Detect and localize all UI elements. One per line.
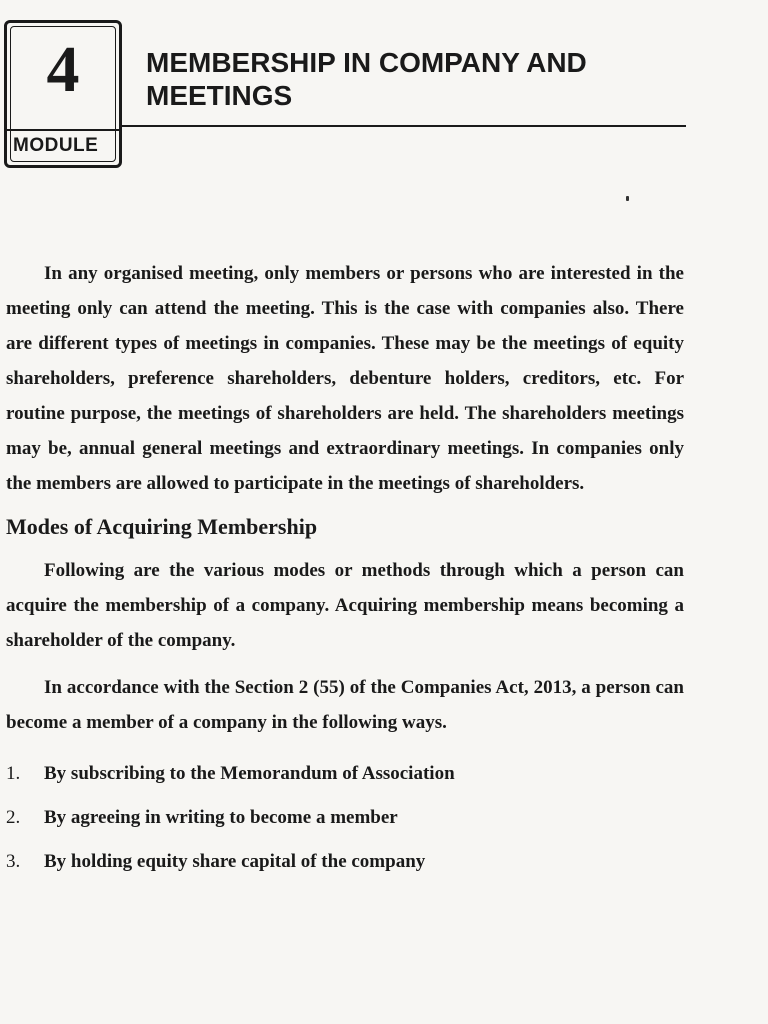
title-underline: [122, 125, 686, 127]
list-item-text: By holding equity share capital of the company: [44, 851, 426, 872]
list-item-text: By subscribing to the Memorandum of Association: [44, 763, 455, 784]
section-paragraph-1: Following are the various modes or methods through which a person can acquire the membership of a company. Acquiring membership means becoming a shareholder of the company.: [6, 560, 684, 651]
membership-modes-list: [6, 752, 684, 884]
module-label: MODULE: [13, 135, 99, 156]
list-item-number: 2.: [6, 807, 21, 828]
page-body: [6, 256, 684, 884]
list-item: [6, 796, 684, 840]
list-item-text: By agreeing in writing to become a member: [44, 807, 398, 828]
module-badge: [4, 20, 122, 168]
module-badge-divider: [7, 129, 119, 131]
list-item: [6, 752, 684, 796]
list-item-number: 3.: [6, 851, 21, 872]
chapter-title: MEMBERSHIP IN COMPANY AND MEETINGS: [146, 47, 587, 111]
list-item-number: 1.: [6, 763, 21, 784]
print-speck: [626, 196, 629, 201]
intro-paragraph: In any organised meeting, only members or persons who are interested in the meeting only can attend the meeting. This is the case with companies also. There are different types of meetings in companies. These may be the meetings of equity shareholders, preference shareholders, debenture holders, creditors, etc. For routine purpose, the meetings of shareholders are held. The shareholders meetings may be, annual general meetings and extraordinary meetings. In companies only the members are allowed to participate in the meetings of shareholders.: [6, 263, 684, 494]
module-number: 4: [46, 33, 80, 106]
section-heading: Modes of Acquiring Membership: [6, 514, 318, 539]
section-paragraph-2: In accordance with the Section 2 (55) of the Companies Act, 2013, a person can become a member of a company in the following ways.: [6, 677, 684, 733]
list-item: [6, 840, 684, 884]
